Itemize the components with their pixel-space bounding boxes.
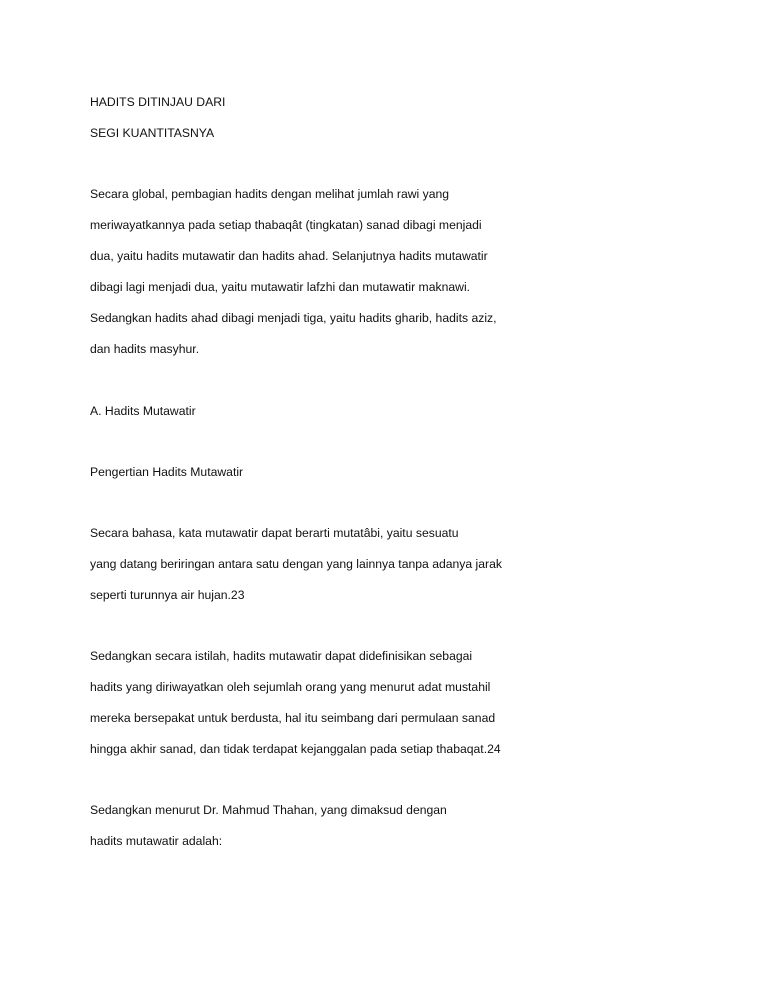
document-title-line-2: SEGI KUANTITASNYA [90, 126, 215, 140]
bahasa-paragraph-line-1: Secara bahasa, kata mutawatir dapat berarti mutatâbi, yaitu sesuatu [90, 526, 459, 540]
document-title-line-1: HADITS DITINJAU DARI [90, 95, 226, 109]
intro-paragraph-line-6: dan hadits masyhur. [90, 342, 200, 356]
intro-paragraph-line-3: dua, yaitu hadits mutawatir dan hadits ahad. Selanjutnya hadits mutawatir [90, 249, 488, 263]
istilah-paragraph-line-3: mereka bersepakat untuk berdusta, hal itu seimbang dari permulaan sanad [90, 711, 496, 725]
bahasa-paragraph-line-2: yang datang beriringan antara satu dengan yang lainnya tanpa adanya jarak [90, 557, 502, 571]
istilah-paragraph-line-1: Sedangkan secara istilah, hadits mutawatir dapat didefinisikan sebagai [90, 649, 473, 663]
intro-paragraph-line-1: Secara global, pembagian hadits dengan melihat jumlah rawi yang [90, 187, 450, 201]
istilah-paragraph-line-4: hingga akhir sanad, dan tidak terdapat kejanggalan pada setiap thabaqat.24 [90, 742, 501, 756]
subheading: Pengertian Hadits Mutawatir [90, 465, 244, 479]
thahan-paragraph-line-2: hadits mutawatir adalah: [90, 834, 223, 848]
section-heading: A. Hadits Mutawatir [90, 404, 196, 418]
intro-paragraph-line-4: dibagi lagi menjadi dua, yaitu mutawatir lafzhi dan mutawatir maknawi. [90, 280, 471, 294]
thahan-paragraph-line-1: Sedangkan menurut Dr. Mahmud Thahan, yang dimaksud dengan [90, 803, 447, 817]
istilah-paragraph-line-2: hadits yang diriwayatkan oleh sejumlah orang yang menurut adat mustahil [90, 680, 491, 694]
intro-paragraph-line-5: Sedangkan hadits ahad dibagi menjadi tiga, yaitu hadits gharib, hadits aziz, [90, 311, 497, 325]
bahasa-paragraph-line-3: seperti turunnya air hujan.23 [90, 588, 245, 602]
intro-paragraph-line-2: meriwayatkannya pada setiap thabaqât (tingkatan) sanad dibagi menjadi [90, 218, 482, 232]
